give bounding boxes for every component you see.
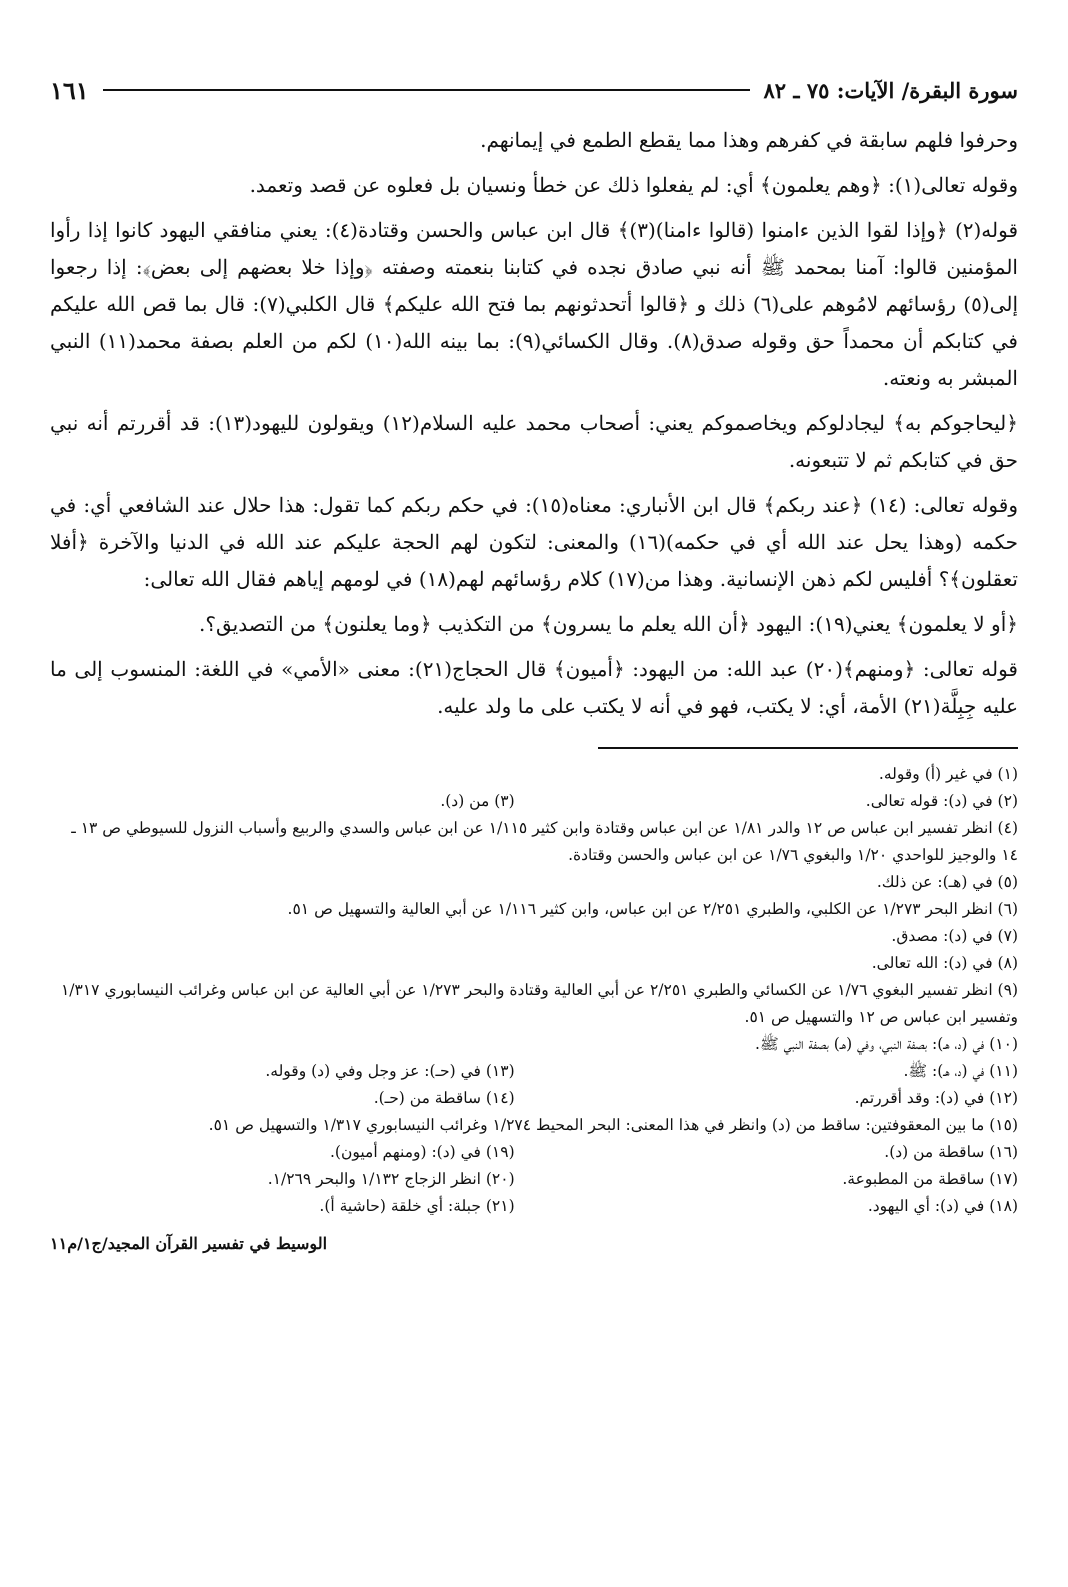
footnote: (١٥) ما بين المعقوفتين: ساقط من (د) وانظر في هذا المعنى: البحر المحيط ١/٢٧٤ وغرائب النيسابوري ١/٣١٧ والتسهيل ص ٥١. [208, 1116, 1018, 1134]
footnote: (٩) انظر تفسير البغوي ١/٧٦ عن الكسائي والطبري ٢/٢٥١ عن أبي العالية وقتادة والبحر ١/٢٧٣ عن أبي العالية عن ابن عباس وغرائب النيسابوري ١/٣١٧ وتفسير ابن عباس ص ١٢ والتسهيل ص ٥١. [60, 981, 1018, 1026]
footnote: (٢١) جبلة: أي خلقة (حاشية أ). [319, 1197, 515, 1215]
footnote-pair [50, 788, 1018, 815]
footnote: (١) في غير (أ) وقوله. [878, 765, 1018, 783]
footnotes [50, 761, 1018, 1257]
footnote: (٧) في (د): مصدق. [891, 927, 1018, 945]
footnote: (١٣) في (حـ): عز وجل وفي (د) وقوله. [265, 1062, 515, 1080]
footnote: (١١) في (د، هـ): ﷺ. [903, 1062, 1018, 1080]
footnote-column-left [50, 1139, 515, 1220]
book-signature: الوسيط في تفسير القرآن المجيد/ج١/م١١ [50, 1234, 328, 1253]
footnote: (١٩) في (د): (ومنهم أميون). [329, 1143, 515, 1161]
footnote: (١٠) في (د، هـ): بصفة النبي، وفي (هـ) بصفة النبي ﷺ. [755, 1035, 1018, 1053]
paragraph: وقوله تعالى: (١٤) ﴿عند ربكم﴾ قال ابن الأنباري: معناه(١٥): في حكم ربكم كما تقول: هذا حلال عند الشافعي أي: في حكمه (وهذا يحل عند الله أي في حكمه)(١٦) والمعنى: لتكون لهم الحجة عليكم عند الله في الدنيا والآخرة ﴿أفلا تعقلون﴾؟ أفليس لكم ذهن الإنسانية. وهذا من(١٧) كلام رؤسائهم لهم(١٨) في لومهم إياهم فقال الله تعالى: [50, 493, 1018, 591]
footnote: (٣) من (د). [440, 792, 515, 810]
footnote: (١٤) ساقطة من (حـ). [373, 1089, 515, 1107]
footnote-columns [50, 1031, 1018, 1112]
running-title: سورة البقرة/ الآيات: ٧٥ ـ ٨٢ [763, 77, 1018, 103]
paragraph: ﴿أو لا يعلمون﴾ يعني(١٩): اليهود ﴿أن الله يعلم ما يسرون﴾ من التكذيب ﴿وما يعلنون﴾ من التصديق؟. [198, 612, 1018, 636]
footnote-columns [50, 1139, 1018, 1220]
paragraph: قوله(٢) ﴿وإذا لقوا الذين ءامنوا (قالوا ءامنا)(٣)﴾ قال ابن عباس والحسن وقتادة(٤): يعني منافقي اليهود كانوا إذا رأوا المؤمنين قالوا: آمنا بمحمد ﷺ أنه نبي صادق نجده في كتابنا بنعمته وصفته ﴿وإذا خلا بعضهم إلى بعض﴾: إذا رجعوا إلى(٥) رؤسائهم لامُوهم على(٦) ذلك و ﴿قالوا أتحدثونهم بما فتح الله عليكم﴾ قال الكلبي(٧): قال بما قص الله عليكم في كتابكم أن محمداً حق وقوله صدق(٨). وقال الكسائي(٩): بما بينه الله(١٠) لكم من العلم بصفة محمد(١١) النبي المبشر به ونعته. [50, 218, 1019, 390]
paragraph: ﴿ليحاجوكم به﴾ ليجادلوكم ويخاصموكم يعني: أصحاب محمد عليه السلام(١٢) ويقولون لليهود(١٣): قد أقررتم أنه نبي حق في كتابكم ثم لا تتبعونه. [50, 411, 1018, 472]
footnote: (١٨) في (د): أي اليهود. [867, 1197, 1018, 1215]
footnote: (٦) انظر البحر ١/٢٧٣ عن الكلبي، والطبري ٢/٢٥١ عن ابن عباس، وابن كثير ١/١١٦ عن أبي العالية والتسهيل ص ٥١. [287, 900, 1018, 918]
page [50, 70, 1018, 1567]
footnote: (٢) في (د): قوله تعالى. [865, 792, 1018, 810]
paragraph: وحرفوا فلهم سابقة في كفرهم وهذا مما يقطع الطمع في إيمانهم. [480, 128, 1018, 152]
page-number: ١٦١ [50, 75, 89, 105]
running-header [50, 70, 1018, 110]
footnote: (٥) في (هـ): عن ذلك. [876, 873, 1018, 891]
footnote: (٨) في (د): الله تعالى. [871, 954, 1018, 972]
header-rule [103, 89, 750, 91]
footnote [50, 1031, 515, 1058]
footnote-column-right [515, 1031, 1018, 1112]
footnote-separator [598, 747, 1018, 749]
footnote: (١٢) في (د): وقد أقررتم. [854, 1089, 1018, 1107]
footnote: (١٦) ساقطة من (د). [884, 1143, 1018, 1161]
body-text [50, 122, 1018, 725]
paragraph: قوله تعالى: ﴿ومنهم﴾(٢٠) عبد الله: من اليهود: ﴿أميون﴾ قال الحجاج(٢١): معنى «الأمي» في اللغة: المنسوب إلى ما عليه جِبِلَّة(٢١) الأمة، أي: لا يكتب، فهو في أنه لا يكتب على ما ولد عليه. [50, 657, 1018, 718]
footnote-column-left [50, 1031, 515, 1112]
paragraph: وقوله تعالى(١): ﴿وهم يعلمون﴾ أي: لم يفعلوا ذلك عن خطأ ونسيان بل فعلوه عن قصد وتعمد. [249, 173, 1018, 197]
footnote: (٢٠) انظر الزجاج ١/١٣٢ والبحر ١/٢٦٩. [267, 1170, 515, 1188]
footnote: (١٧) ساقطة من المطبوعة. [842, 1170, 1018, 1188]
footnote-column-right [515, 1139, 1018, 1220]
footnote: (٤) انظر تفسير ابن عباس ص ١٢ والدر ١/٨١ عن ابن عباس وقتادة وابن كثير ١/١١٥ عن ابن عباس والسدي والربيع وأسباب النزول للسيوطي ص ١٣ ـ ١٤ والوجيز للواحدي ١/٢٠ والبغوي ١/٧٦ عن ابن عباس والحسن وقتادة. [71, 819, 1018, 864]
